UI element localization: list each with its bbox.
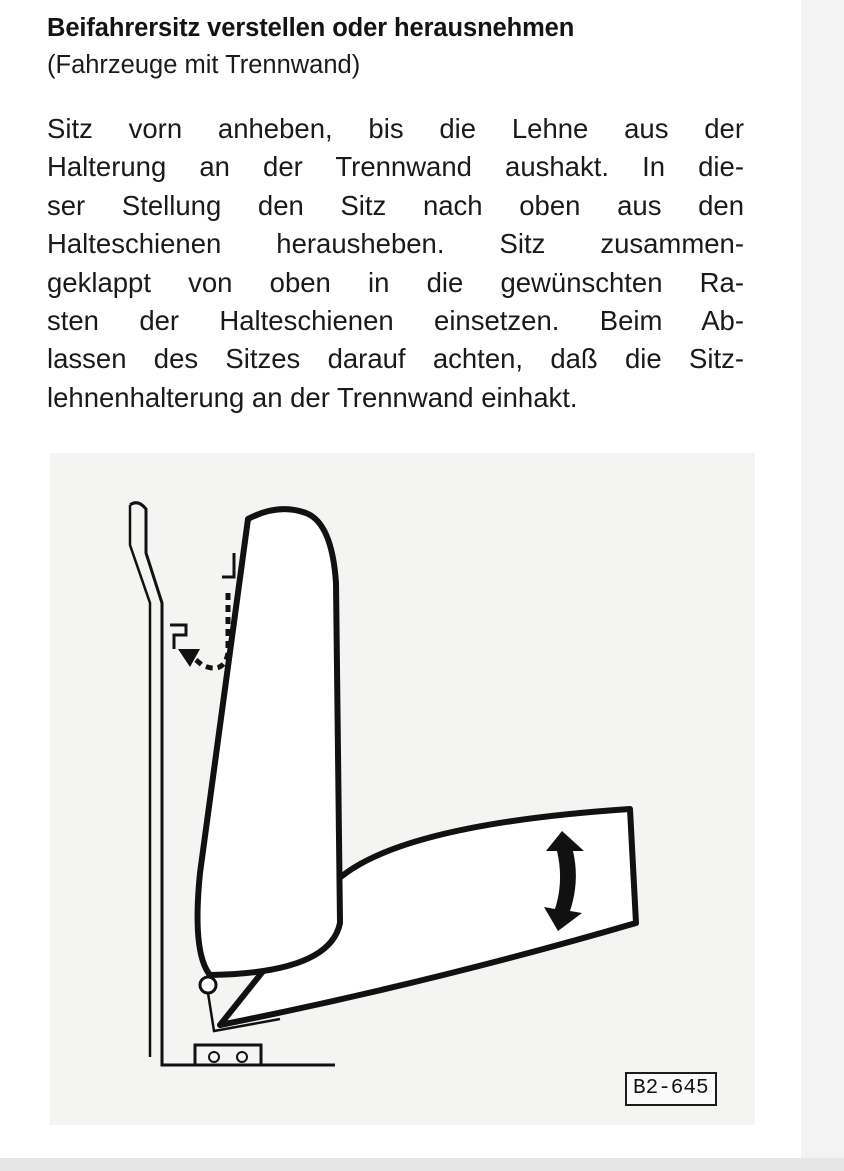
paragraph-line: Sitz vorn anheben, bis die Lehne aus der bbox=[47, 113, 744, 144]
section-subheading: (Fahrzeuge mit Trennwand) bbox=[47, 51, 361, 79]
seat-backrest bbox=[198, 509, 340, 975]
hook-motion-arrowhead bbox=[178, 649, 200, 667]
paragraph-line: lehnenhalterung an der Trennwand einhakt. bbox=[47, 381, 578, 413]
paragraph-line: sten der Halteschienen einsetzen. Beim Ab- bbox=[47, 305, 744, 337]
paragraph-line: Halteschienen herausheben. Sitz zusammen- bbox=[47, 228, 744, 260]
paragraph-line: lassen des Sitzes darauf achten, daß die Sitz- bbox=[47, 343, 744, 375]
viewer-bottom-bar bbox=[0, 1158, 844, 1171]
figure-label: B2-645 bbox=[625, 1072, 717, 1106]
rail-clamp bbox=[195, 1045, 261, 1065]
seat-illustration bbox=[50, 453, 755, 1125]
seat-hinge bbox=[200, 977, 216, 993]
partition-wall-inner bbox=[130, 505, 150, 1057]
paragraph-line: geklappt von oben in die gewünschten Ra- bbox=[47, 266, 744, 298]
instruction-paragraph bbox=[47, 110, 744, 417]
rail-clamp-screw bbox=[237, 1052, 247, 1062]
viewer-right-gutter bbox=[801, 0, 844, 1158]
rail-clamp-screw bbox=[209, 1052, 219, 1062]
wall-bracket bbox=[170, 625, 186, 649]
paragraph-line: ser Stellung den Sitz nach oben aus den bbox=[47, 189, 744, 221]
paragraph-line: Halterung an der Trennwand aushakt. In die- bbox=[47, 151, 744, 183]
backrest-hook bbox=[222, 553, 234, 577]
hook-motion-arrow bbox=[190, 593, 228, 668]
seat-drawing bbox=[50, 453, 755, 1125]
section-heading: Beifahrersitz verstellen oder herausnehmen bbox=[47, 14, 575, 42]
